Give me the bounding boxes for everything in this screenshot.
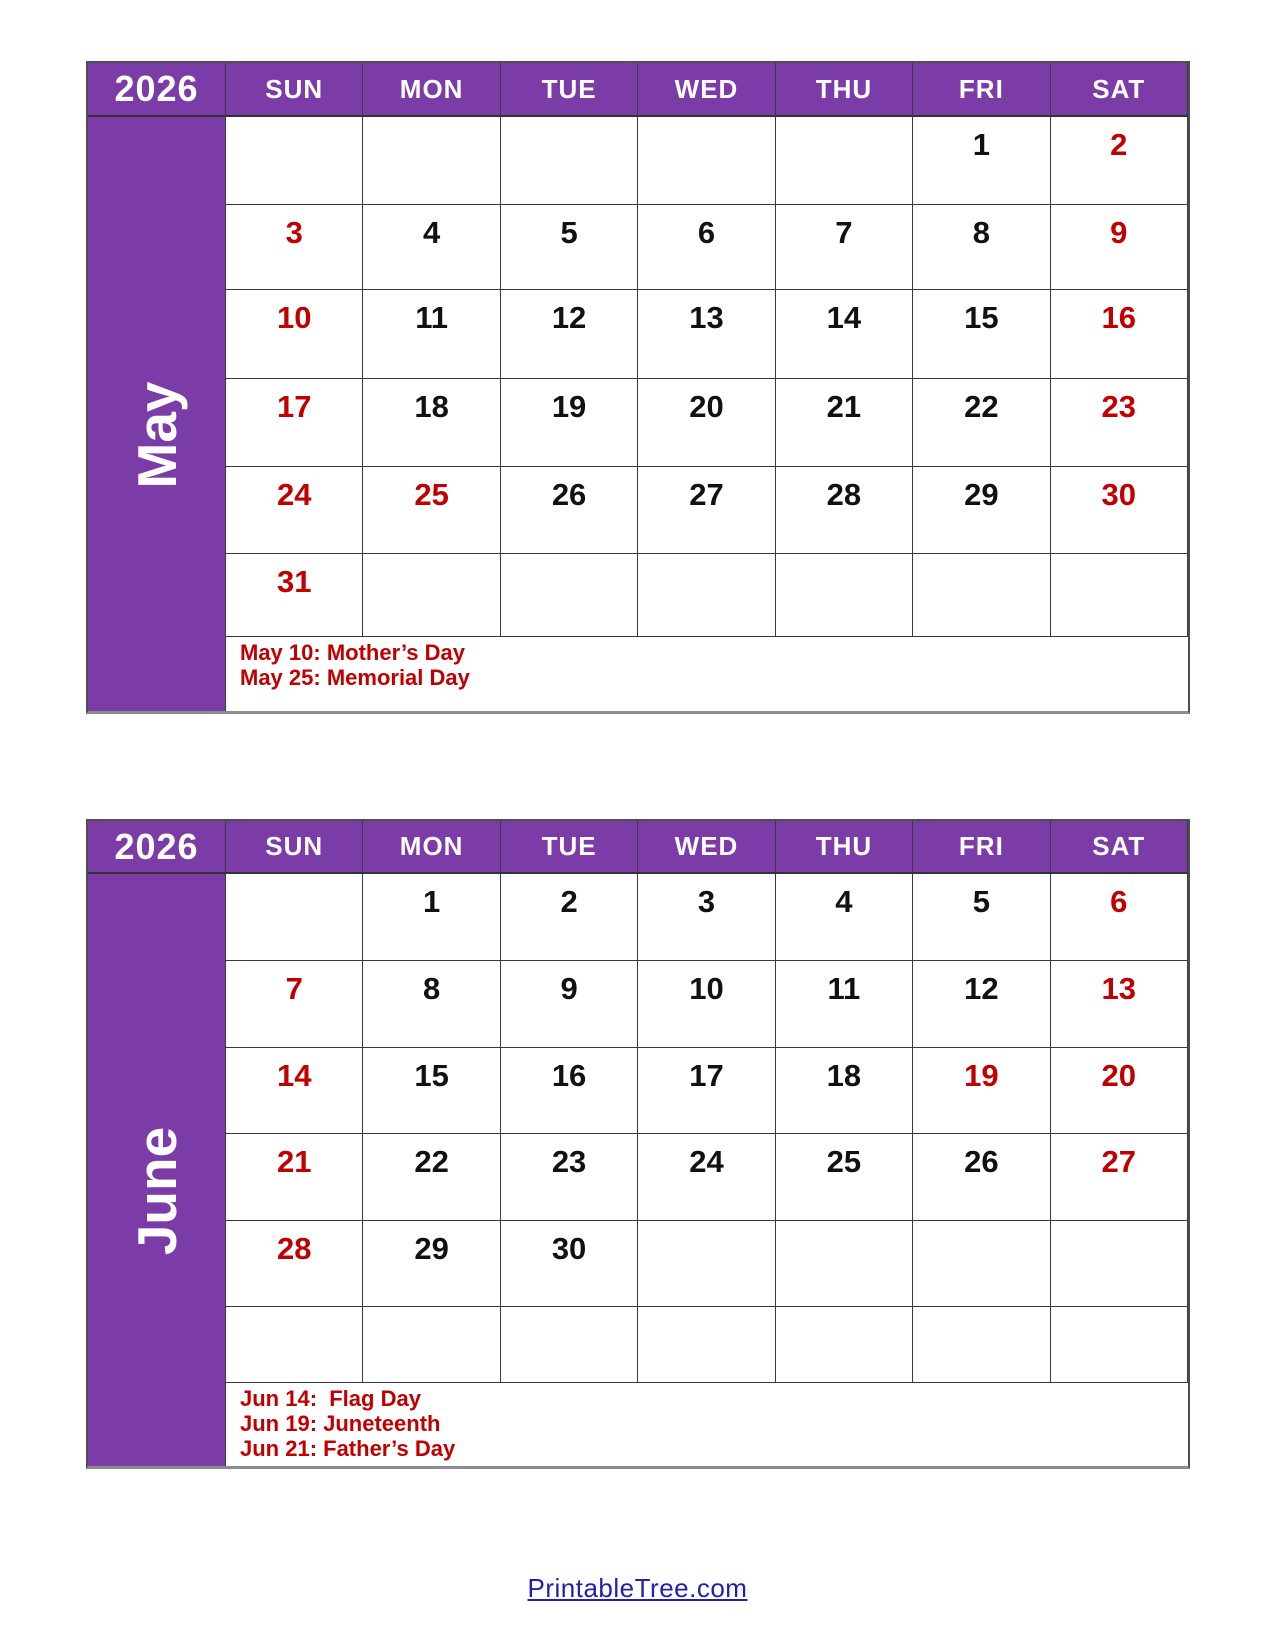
day-cell: 17 [226, 379, 363, 467]
day-cell: 13 [638, 290, 775, 379]
day-header-sun: SUN [226, 821, 363, 874]
day-cell [226, 1307, 363, 1383]
day-cell: 5 [913, 874, 1050, 961]
day-cell: 11 [363, 290, 500, 379]
day-cell: 23 [501, 1134, 638, 1221]
day-cell: 6 [1051, 874, 1188, 961]
month-sidebar [88, 117, 226, 711]
holiday-note: Jun 19: Juneteenth [240, 1411, 441, 1436]
day-cell: 2 [501, 874, 638, 961]
day-header-sat: SAT [1051, 63, 1188, 117]
day-cell: 9 [501, 961, 638, 1048]
day-cell: 28 [226, 1221, 363, 1307]
day-cell [1051, 1221, 1188, 1307]
day-cell: 15 [363, 1048, 500, 1134]
day-header-mon: MON [363, 63, 500, 117]
day-cell [501, 554, 638, 637]
day-cell: 23 [1051, 379, 1188, 467]
day-cell: 4 [363, 205, 500, 290]
month-label: May [125, 381, 188, 489]
day-cell: 6 [638, 205, 775, 290]
day-cell: 3 [638, 874, 775, 961]
day-cell [913, 554, 1050, 637]
day-cell [501, 117, 638, 205]
day-cell: 1 [363, 874, 500, 961]
day-cell: 12 [501, 290, 638, 379]
day-header-sun: SUN [226, 63, 363, 117]
day-cell [638, 117, 775, 205]
day-cell: 21 [776, 379, 913, 467]
day-cell: 31 [226, 554, 363, 637]
day-cell [776, 117, 913, 205]
day-cell: 4 [776, 874, 913, 961]
day-cell [913, 1221, 1050, 1307]
day-cell [1051, 554, 1188, 637]
day-cell: 14 [226, 1048, 363, 1134]
day-header-fri: FRI [913, 821, 1050, 874]
day-cell [776, 1307, 913, 1383]
day-cell: 9 [1051, 205, 1188, 290]
day-cell: 25 [363, 467, 500, 554]
day-cell: 30 [1051, 467, 1188, 554]
day-cell: 18 [363, 379, 500, 467]
day-cell: 29 [363, 1221, 500, 1307]
day-cell: 22 [913, 379, 1050, 467]
day-cell: 5 [501, 205, 638, 290]
day-cell: 28 [776, 467, 913, 554]
day-cell: 26 [501, 467, 638, 554]
june-calendar-table [86, 819, 1190, 1469]
day-header-fri: FRI [913, 63, 1050, 117]
day-cell [776, 1221, 913, 1307]
day-cell: 30 [501, 1221, 638, 1307]
day-cell [226, 874, 363, 961]
day-cell: 17 [638, 1048, 775, 1134]
day-cell [363, 1307, 500, 1383]
day-cell [913, 1307, 1050, 1383]
day-cell: 10 [638, 961, 775, 1048]
year-cell: 2026 [88, 821, 226, 874]
day-cell: 8 [913, 205, 1050, 290]
day-cell [638, 1221, 775, 1307]
day-cell: 24 [638, 1134, 775, 1221]
day-cell [638, 1307, 775, 1383]
day-cell: 16 [501, 1048, 638, 1134]
day-header-thu: THU [776, 63, 913, 117]
day-cell: 18 [776, 1048, 913, 1134]
day-cell [638, 554, 775, 637]
day-header-thu: THU [776, 821, 913, 874]
day-cell: 27 [1051, 1134, 1188, 1221]
day-cell: 16 [1051, 290, 1188, 379]
day-cell: 2 [1051, 117, 1188, 205]
day-header-mon: MON [363, 821, 500, 874]
day-cell: 19 [501, 379, 638, 467]
page-footer [0, 1573, 1275, 1604]
day-header-wed: WED [638, 63, 775, 117]
holiday-notes-area [226, 637, 1188, 711]
day-cell: 7 [776, 205, 913, 290]
holiday-note: Jun 21: Father’s Day [240, 1436, 456, 1461]
day-cell: 22 [363, 1134, 500, 1221]
day-cell: 3 [226, 205, 363, 290]
footer-link[interactable]: PrintableTree.com [527, 1573, 748, 1603]
day-cell: 8 [363, 961, 500, 1048]
day-cell: 14 [776, 290, 913, 379]
day-cell [363, 117, 500, 205]
holiday-note: Jun 14: Flag Day [240, 1386, 421, 1411]
may-calendar-table [86, 61, 1190, 714]
day-cell: 26 [913, 1134, 1050, 1221]
day-cell [226, 117, 363, 205]
day-header-tue: TUE [501, 821, 638, 874]
day-header-wed: WED [638, 821, 775, 874]
day-cell: 15 [913, 290, 1050, 379]
day-cell: 7 [226, 961, 363, 1048]
day-cell: 20 [1051, 1048, 1188, 1134]
day-cell: 12 [913, 961, 1050, 1048]
year-cell: 2026 [88, 63, 226, 117]
day-cell: 27 [638, 467, 775, 554]
day-cell: 19 [913, 1048, 1050, 1134]
day-cell: 21 [226, 1134, 363, 1221]
holiday-note: May 10: Mother’s Day [240, 640, 465, 665]
day-cell [1051, 1307, 1188, 1383]
holiday-notes-area [226, 1383, 1188, 1466]
day-cell: 11 [776, 961, 913, 1048]
day-header-tue: TUE [501, 63, 638, 117]
day-cell: 10 [226, 290, 363, 379]
day-cell: 25 [776, 1134, 913, 1221]
day-cell: 24 [226, 467, 363, 554]
day-cell [363, 554, 500, 637]
holiday-note: May 25: Memorial Day [240, 665, 470, 690]
day-cell: 13 [1051, 961, 1188, 1048]
day-header-sat: SAT [1051, 821, 1188, 874]
day-cell: 1 [913, 117, 1050, 205]
day-cell: 20 [638, 379, 775, 467]
month-sidebar [88, 874, 226, 1466]
day-cell: 29 [913, 467, 1050, 554]
month-label: June [125, 1126, 188, 1255]
day-cell [776, 554, 913, 637]
day-cell [501, 1307, 638, 1383]
